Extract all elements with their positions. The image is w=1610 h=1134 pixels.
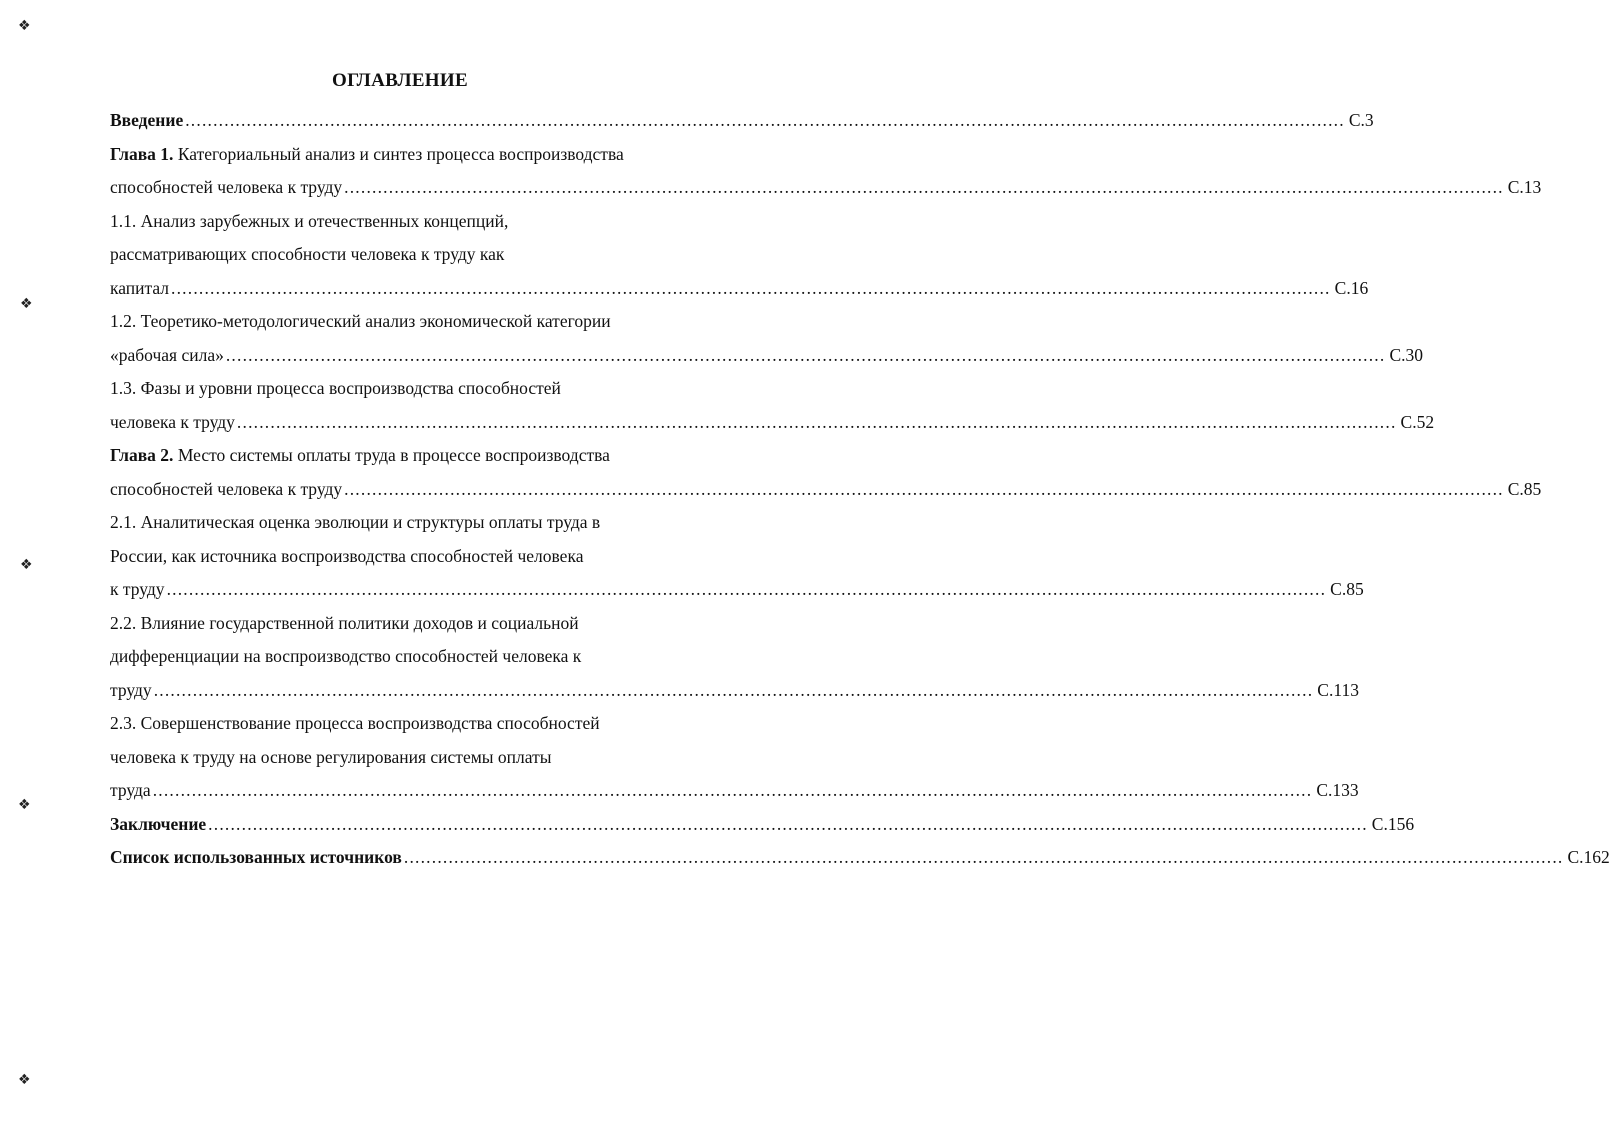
toc-entry-title: Глава 2. Место системы оплаты труда в процессе воспроизводства bbox=[110, 445, 610, 465]
toc-entry-leader-line bbox=[110, 473, 1542, 507]
binding-hole-mark-icon: ❖ bbox=[20, 296, 33, 312]
toc-entry-chapter-2 bbox=[110, 439, 1542, 506]
toc-entry-leader-line bbox=[110, 674, 1359, 708]
toc-page-number: С.13 bbox=[1507, 177, 1542, 197]
toc-entry-title: Введение bbox=[110, 110, 184, 130]
toc-entry-title: 2.1. Аналитическая оценка эволюции и структуры оплаты труда в bbox=[110, 512, 601, 532]
toc-entry-title-end: капитал bbox=[110, 277, 170, 298]
toc-entry-title-end: к труду bbox=[110, 579, 165, 599]
toc-entry-title: 2.3. Совершенствование процесса воспроизводства способностей bbox=[110, 713, 600, 733]
toc-entry-leader-line bbox=[110, 104, 1374, 138]
toc-entry-title: 2.2. Влияние государственной политики доходов и социальной bbox=[110, 612, 579, 633]
toc-page-number: С.162 bbox=[1567, 847, 1610, 867]
toc-entry-title-end: труду bbox=[110, 679, 152, 700]
binding-hole-mark-icon: ❖ bbox=[20, 557, 33, 573]
toc-entry-title: Глава 1. Категориальный анализ и синтез процесса воспроизводства bbox=[110, 143, 624, 164]
toc-entry-title-end: способностей человека к труду bbox=[110, 478, 343, 499]
toc-entry-title: Список использованных источников bbox=[110, 847, 402, 867]
dot-leader: ................................................................................................................................................................................................................ bbox=[236, 411, 1397, 432]
page-title: ОГЛАВЛЕНИЕ bbox=[332, 70, 468, 91]
toc-entry-title: дифференциации на воспроизводство способностей человека к bbox=[110, 646, 582, 666]
toc-page-number: С.16 bbox=[1334, 277, 1369, 298]
toc-entry-leader-line bbox=[110, 406, 1435, 440]
toc-entry-leader-line bbox=[110, 808, 1415, 842]
toc-entry-title: 1.1. Анализ зарубежных и отечественных концепций, bbox=[110, 210, 509, 231]
dot-leader: ................................................................................................................................................................................................................ bbox=[344, 478, 1504, 499]
dot-leader: ................................................................................................................................................................................................................ bbox=[171, 277, 1331, 298]
toc-page-number: С.156 bbox=[1371, 813, 1415, 834]
toc-page-number: С.133 bbox=[1316, 780, 1359, 800]
table-of-contents bbox=[110, 104, 1610, 875]
toc-entry-title: 1.3. Фазы и уровни процесса воспроизводства способностей bbox=[110, 378, 561, 398]
toc-page-number: С.30 bbox=[1389, 344, 1424, 365]
toc-entry-section-1-2 bbox=[110, 305, 1424, 372]
binding-hole-mark-icon: ❖ bbox=[18, 797, 31, 813]
toc-entry-leader-line bbox=[110, 841, 1610, 875]
toc-entry-title-end: «рабочая сила» bbox=[110, 344, 224, 365]
toc-entry-section-1-1 bbox=[110, 205, 1369, 306]
toc-page-number: С.85 bbox=[1507, 478, 1542, 499]
dot-leader: ................................................................................................................................................................................................................ bbox=[153, 679, 1314, 700]
toc-entry-title-end: труда bbox=[110, 780, 151, 800]
toc-entry-section-2-1 bbox=[110, 506, 1364, 607]
toc-entry-chapter-1 bbox=[110, 138, 1542, 205]
dot-leader: ................................................................................................................................................................................................................ bbox=[225, 344, 1386, 365]
toc-entry-leader-line bbox=[110, 774, 1359, 808]
toc-entry-title: рассматривающих способности человека к труду как bbox=[110, 244, 505, 264]
toc-entry-leader-line bbox=[110, 272, 1369, 306]
toc-entry-title: 1.2. Теоретико-методологический анализ экономической категории bbox=[110, 311, 611, 331]
toc-entry-leader-line bbox=[110, 573, 1364, 607]
toc-entry-title-end: способностей человека к труду bbox=[110, 177, 343, 197]
binding-hole-mark-icon: ❖ bbox=[18, 18, 31, 34]
toc-entry-title: России, как источника воспроизводства способностей человека bbox=[110, 545, 584, 566]
toc-page-number: С.3 bbox=[1348, 110, 1374, 130]
toc-entry-conclusion bbox=[110, 808, 1415, 842]
dot-leader: ................................................................................................................................................................................................................ bbox=[152, 780, 1313, 800]
toc-entry-leader-line bbox=[110, 171, 1542, 205]
dot-leader: ................................................................................................................................................................................................................ bbox=[403, 847, 1564, 867]
dot-leader: ................................................................................................................................................................................................................ bbox=[166, 579, 1327, 599]
toc-entry-section-1-3 bbox=[110, 372, 1435, 439]
toc-entry-title: Заключение bbox=[110, 813, 207, 834]
toc-entry-title: человека к труду на основе регулирования системы оплаты bbox=[110, 746, 552, 767]
toc-entry-introduction bbox=[110, 104, 1374, 138]
toc-page-number: С.52 bbox=[1400, 411, 1435, 432]
dot-leader: ................................................................................................................................................................................................................ bbox=[185, 110, 1345, 130]
toc-entry-section-2-2 bbox=[110, 607, 1359, 708]
toc-page-number: С.85 bbox=[1330, 579, 1364, 599]
toc-page-number: С.113 bbox=[1317, 679, 1359, 700]
binding-hole-mark-icon: ❖ bbox=[18, 1072, 31, 1088]
toc-entry-title-end: человека к труду bbox=[110, 411, 235, 432]
dot-leader: ................................................................................................................................................................................................................ bbox=[344, 177, 1504, 197]
toc-entry-section-2-3 bbox=[110, 707, 1359, 808]
dot-leader: ................................................................................................................................................................................................................ bbox=[208, 813, 1368, 834]
toc-entry-references bbox=[110, 841, 1610, 875]
toc-entry-leader-line bbox=[110, 339, 1424, 373]
